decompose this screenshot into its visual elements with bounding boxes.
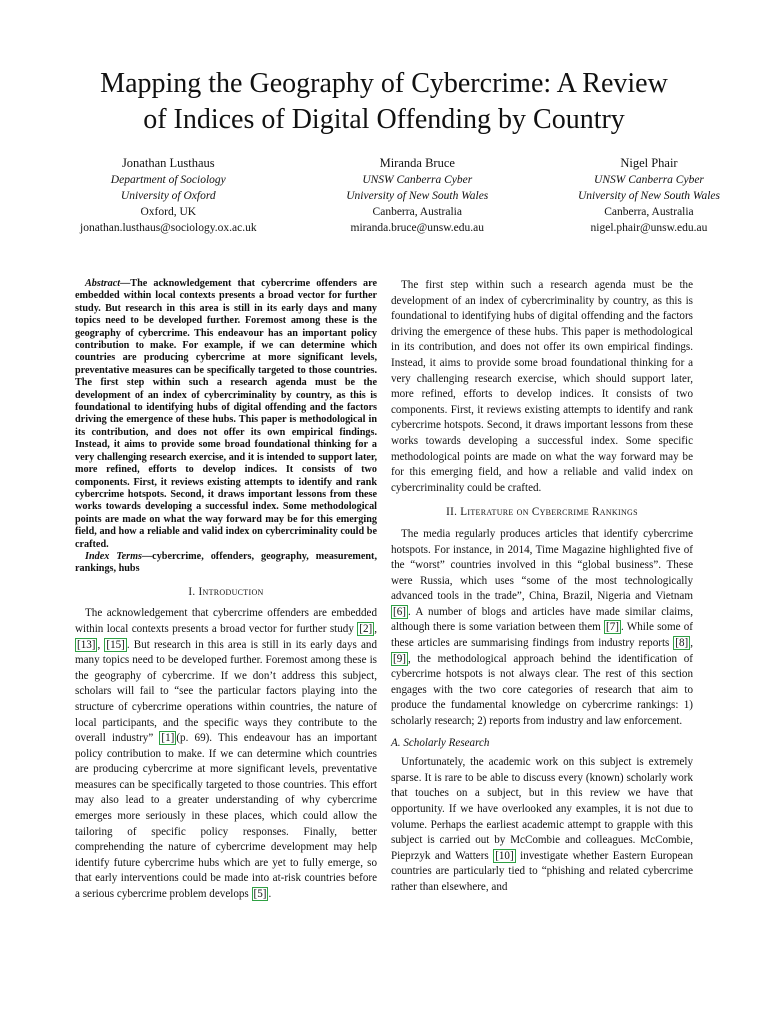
paper-title bbox=[30, 66, 738, 138]
scholarly-paragraph bbox=[391, 755, 693, 895]
literature-text: . A number of blogs and articles have made similar claims, although there is some variation between them bbox=[391, 605, 693, 634]
author-name: Jonathan Lusthaus bbox=[121, 156, 215, 170]
author-dept: Department of Sociology bbox=[110, 174, 226, 186]
index-terms bbox=[75, 551, 377, 576]
citation-link[interactable]: [1] bbox=[161, 732, 175, 745]
index-terms-text: —cybercrime, offenders, geography, measurement, rankings, hubs bbox=[75, 550, 377, 575]
citation-link[interactable]: [2] bbox=[359, 622, 373, 635]
author-email: nigel.phair@unsw.edu.au bbox=[590, 222, 708, 234]
author-institution: University of Oxford bbox=[120, 190, 216, 202]
citation-link[interactable]: [5] bbox=[253, 888, 267, 901]
literature-paragraph bbox=[391, 527, 693, 730]
abstract-label: Abstract bbox=[85, 278, 121, 289]
citation-link[interactable]: [6] bbox=[393, 605, 406, 618]
citation-link[interactable]: [13] bbox=[77, 638, 96, 651]
left-column bbox=[75, 278, 377, 903]
right-column bbox=[391, 278, 693, 896]
section-heading-literature bbox=[391, 505, 693, 521]
author-institution: University of New South Wales bbox=[577, 190, 720, 202]
section-number: II. bbox=[446, 506, 458, 519]
author-institution: University of New South Wales bbox=[346, 190, 489, 202]
author-block bbox=[80, 155, 720, 236]
citation-link[interactable]: [10] bbox=[495, 849, 514, 862]
intro-text: . bbox=[268, 888, 272, 901]
intro-paragraph bbox=[75, 606, 377, 902]
author-dept: UNSW Canberra Cyber bbox=[362, 174, 473, 186]
author-3 bbox=[578, 155, 720, 236]
literature-text: , the methodological approach behind the identification of cybercrime hotspots is not always clear. The rest of this section engages with the two core categories of research that aim to produce the fundamental knowledge on cybercrime rankings: 1) scholarly research; 2) reports from industry and law enforcement. bbox=[391, 652, 693, 728]
literature-text: , bbox=[690, 637, 693, 650]
title-line-2: of Indices of Digital Offending by Country bbox=[143, 104, 625, 135]
author-1 bbox=[80, 155, 257, 236]
citation-link[interactable]: [9] bbox=[393, 652, 406, 665]
intro-text: The acknowledgement that cybercrime offenders are embedded within local contexts presents a broad vector for further study bbox=[75, 607, 377, 635]
abstract bbox=[75, 278, 377, 551]
subsection-heading-scholarly: A. Scholarly Research bbox=[391, 736, 490, 749]
author-location: Canberra, Australia bbox=[604, 206, 694, 218]
section-heading-introduction bbox=[75, 585, 377, 601]
author-location: Canberra, Australia bbox=[372, 206, 462, 218]
author-name: Miranda Bruce bbox=[379, 156, 455, 170]
section-title: Literature on Cybercrime Rankings bbox=[460, 506, 638, 519]
index-terms-label: Index Terms bbox=[85, 550, 142, 562]
author-email: miranda.bruce@unsw.edu.au bbox=[350, 222, 484, 234]
section-title: Introduction bbox=[198, 585, 264, 598]
citation-link[interactable]: [8] bbox=[675, 637, 689, 650]
author-2 bbox=[346, 155, 488, 236]
author-location: Oxford, UK bbox=[140, 206, 197, 218]
author-email: jonathan.lusthaus@sociology.ox.ac.uk bbox=[80, 222, 257, 234]
literature-text: The media regularly produces articles that identify cybercrime hotspots. For instance, in 2014, Time Magazine highlighted five of the “worst” countries involved in this “global business”. These were Russia, which uses “some of the most technologically advanced tools in the trade”, China, Brazil, Nigeria and Vietnam bbox=[391, 527, 693, 603]
scholarly-text: investigate whether Eastern European countries are particularly tied to “phishing and related cybercrime rather than elsewhere, and bbox=[391, 849, 693, 893]
methodology-paragraph: The first step within such a research agenda must be the development of an index of cybercriminality by country, as this is foundational to identifying hubs of digital offending and the factors driving the emergence of these hubs. This paper is methodological in its contribution, and does not offer its own empirical findings. Instead, it aims to provide some broad foundational thinking for a very challenging research exercise, which should support later, more refined, efforts to develop indices. It consists of two components. First, it reviews existing attempts to identify and rank cybercrime hotspots. Second, it draws important lessons from these works towards developing a successful index. Some specific methodological points are made on what the way forward may be for this emerging field, and how a reliable and valid index on cybercriminality could be crafted. bbox=[391, 279, 693, 494]
intro-text: , bbox=[374, 622, 377, 635]
title-line-1: Mapping the Geography of Cybercrime: A Review bbox=[100, 68, 668, 99]
citation-link[interactable]: [7] bbox=[606, 621, 619, 634]
intro-text: . But research in this area is still in its early days and many topics need to be developed further. Foremost among these is the geography of cybercrime. If we don’t address this subject, scholars will fail to “see the particular factors playing into the structure of cybercrime operations within countries, the nature of local participants, and the specific ways they contribute to the overall industry” bbox=[75, 638, 377, 745]
author-dept: UNSW Canberra Cyber bbox=[594, 174, 704, 186]
intro-text: (p. 69). This endeavour has an important policy contribution to make. If we can determine which countries are producing cybercrime at more significant levels, preventative measures can be specifically targeted to those countries. This effort may also lead to a greater understanding of why cybercrime emerges more seriously in these places, which could allow the tailoring of specific policy responses. Finally, better comprehending the nature of cybercrime development may help identify future cybercrime hubs which are yet to fully emerge, so that early interventions could be made into at-risk countries before a serious cybercrime problem develops bbox=[75, 732, 377, 901]
author-name: Nigel Phair bbox=[620, 156, 678, 170]
section-number: I. bbox=[188, 585, 196, 598]
scholarly-text: Unfortunately, the academic work on this subject is extremely sparse. It is rare to be able to discuss every (known) scholarly work that touches on a subject, but in this review we have that opportunity. If we have overlooked any examples, it is not due to volume. Perhaps the earliest academic attempt to grapple with this subject is carried out by McCombie and colleagues. McCombie, Pieprzyk and Watters bbox=[391, 756, 693, 862]
abstract-text: —The acknowledgement that cybercrime offenders are embedded within local contexts presents a broad vector for further study. But research in this area is still in its early days and many topics need to be developed further. Foremost among these is the geography of cybercrime. This endeavour has an important policy contribution to make. For example, if we can determine which countries are producing cybercrime at more significant levels, preventative measures can be specifically targeted to those countries. The first step within such a research agenda must be the development of an index of cybercriminality by country, as this is foundational to identifying hubs of digital offending and the factors driving the emergence of these hubs. This paper is methodological in its contribution, and does not offer its own empirical findings. Instead, it aims to provide some broad foundational thinking for a very challenging research exercise, and it is intended to support later, more refined, efforts to develop indices. It consists of two components. First, it reviews existing attempts to identify and rank cybercrime hotspots. Second, it draws important lessons from these works towards developing a successful index. Some methodological points are made on what the way forward may be for this emerging field, and how a reliable and valid index on cybercriminality could be crafted. bbox=[75, 278, 377, 550]
citation-link[interactable]: [15] bbox=[106, 638, 125, 651]
literature-text: . While some of these articles are summarising findings from industry reports bbox=[391, 621, 693, 650]
intro-text: , bbox=[97, 638, 105, 651]
